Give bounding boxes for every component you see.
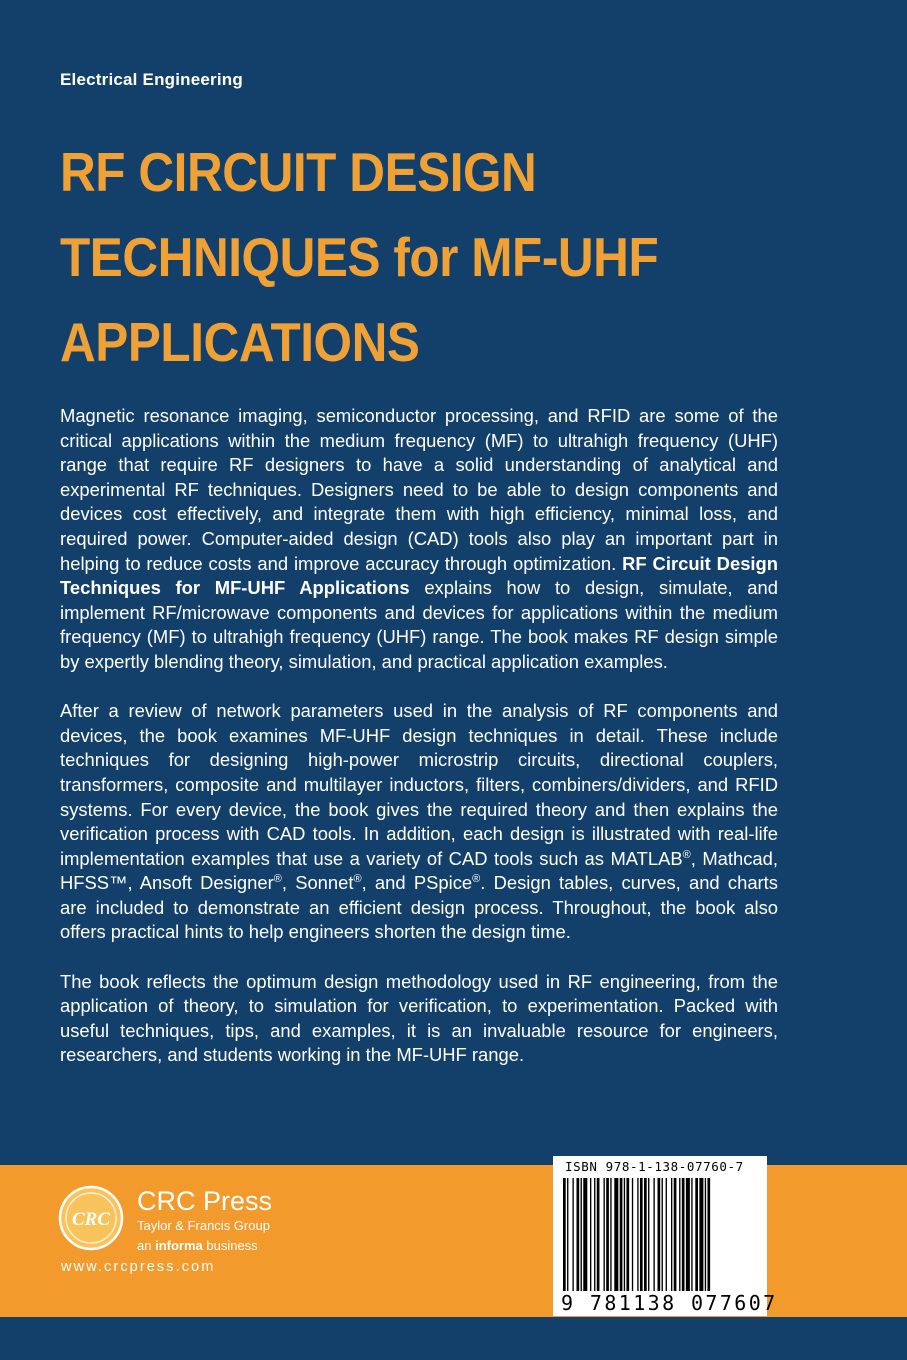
barcode-bar bbox=[597, 1178, 600, 1294]
title-line: RF CIRCUIT DESIGN bbox=[60, 141, 537, 203]
barcode-bar bbox=[620, 1178, 623, 1294]
title-line: TECHNIQUES for MF-UHF bbox=[60, 226, 659, 288]
barcode-bar bbox=[671, 1178, 672, 1294]
barcode-bar bbox=[691, 1178, 692, 1294]
barcode-bar bbox=[686, 1178, 690, 1294]
description-paragraph-1: Magnetic resonance imaging, semiconductor processing, and RFID are some of the critical applications within the medium frequency (MF) to ultrahigh frequency (UHF) range that require RF designers to have a solid understanding of analytical and experimental RF techniques. Designers need to be able to design components and devices cost effectively, and integrate them with high efficiency, minimal loss, and required power. Computer-aided design (CAD) tools also play an important part in helping to reduce costs and improve accuracy through optimization. RF Circuit Design Techniques for MF-UHF Applications explains how to design, simulate, and implement RF/microwave components and devices for applications within the medium frequency (MF) to ultrahigh frequency (UHF) range. The book makes RF design simple by expertly blending theory, simulation, and practical application examples. bbox=[60, 405, 778, 672]
barcode-bar bbox=[583, 1178, 587, 1294]
barcode-bar bbox=[674, 1178, 677, 1294]
barcode-bar bbox=[644, 1178, 647, 1294]
barcode-bar bbox=[606, 1178, 609, 1294]
barcode-bar bbox=[653, 1178, 654, 1294]
barcode-bar bbox=[624, 1178, 625, 1294]
description-paragraph-3: The book reflects the optimum design methodology used in RF engineering, from the application of theory, to simulation for verification, to experimentation. Packed with useful techniques, tips, and examples, it is an invaluable resource for engineers, researchers, and students working in the MF-UHF range. bbox=[60, 970, 778, 1066]
barcode-bar bbox=[581, 1178, 582, 1294]
crc-logo-icon bbox=[58, 1185, 124, 1251]
barcode-bar bbox=[563, 1178, 566, 1294]
description bbox=[60, 404, 778, 1093]
barcode-bar bbox=[614, 1178, 618, 1294]
barcode-number: 9 781138 077607 bbox=[561, 1291, 778, 1315]
barcode-bar bbox=[682, 1178, 685, 1294]
barcode-bar bbox=[590, 1178, 591, 1294]
publisher-group: Taylor & Francis Group bbox=[137, 1218, 270, 1233]
publisher-name: CRC Press bbox=[137, 1186, 273, 1216]
barcode-bar bbox=[572, 1178, 573, 1294]
logo-text: CRC bbox=[71, 1209, 111, 1230]
barcode-bar bbox=[626, 1178, 629, 1294]
barcode-bar bbox=[640, 1178, 643, 1294]
barcode-bar bbox=[707, 1178, 710, 1294]
barcode-bar bbox=[632, 1178, 633, 1294]
isbn-label: ISBN 978-1-138-07760-7 bbox=[565, 1159, 744, 1174]
barcode-bar bbox=[604, 1178, 605, 1294]
barcode-bar bbox=[594, 1178, 595, 1294]
barcode-bar bbox=[577, 1178, 580, 1294]
barcode-bar bbox=[567, 1178, 568, 1294]
category-label: Electrical Engineering bbox=[60, 70, 243, 89]
barcode-bar bbox=[610, 1178, 611, 1294]
book-title-inline: RF Circuit Design Techniques for MF-UHF Applications bbox=[60, 552, 778, 599]
barcode-bar bbox=[658, 1178, 661, 1294]
barcode bbox=[553, 1156, 778, 1316]
book-title bbox=[60, 130, 780, 385]
barcode-bars bbox=[561, 1178, 761, 1294]
barcode-bar bbox=[666, 1178, 667, 1294]
title-line: APPLICATIONS bbox=[60, 311, 420, 373]
barcode-bar bbox=[695, 1178, 698, 1294]
barcode-bar bbox=[662, 1178, 663, 1294]
barcode-bar bbox=[705, 1178, 706, 1294]
barcode-bar bbox=[637, 1178, 638, 1294]
publisher-business: an informa business bbox=[137, 1238, 258, 1253]
barcode-bar bbox=[679, 1178, 680, 1294]
publisher-website[interactable]: www.crcpress.com bbox=[61, 1259, 216, 1275]
barcode-bar bbox=[699, 1178, 703, 1294]
description-paragraph-2: After a review of network parameters used in the analysis of RF components and devices, the book examines MF-UHF design techniques in detail. These include techniques for designing high-power microstrip circuits, directional couplers, transformers, composite and multilayer inductors, filters, combiners/dividers, and RFID systems. For every device, the book gives the required theory and then explains the verification process with CAD tools. In addition, each design is illustrated with real-life implementation examples that use a variety of CAD tools such as MATLAB®, Mathcad, HFSS™, Ansoft Designer®, Sonnet®, and PSpice®. Design tables, curves, and charts are included to demonstrate an efficient design process. Throughout, the book also offers practical hints to help engineers shorten the design time. bbox=[60, 700, 778, 943]
barcode-bar bbox=[648, 1178, 649, 1294]
